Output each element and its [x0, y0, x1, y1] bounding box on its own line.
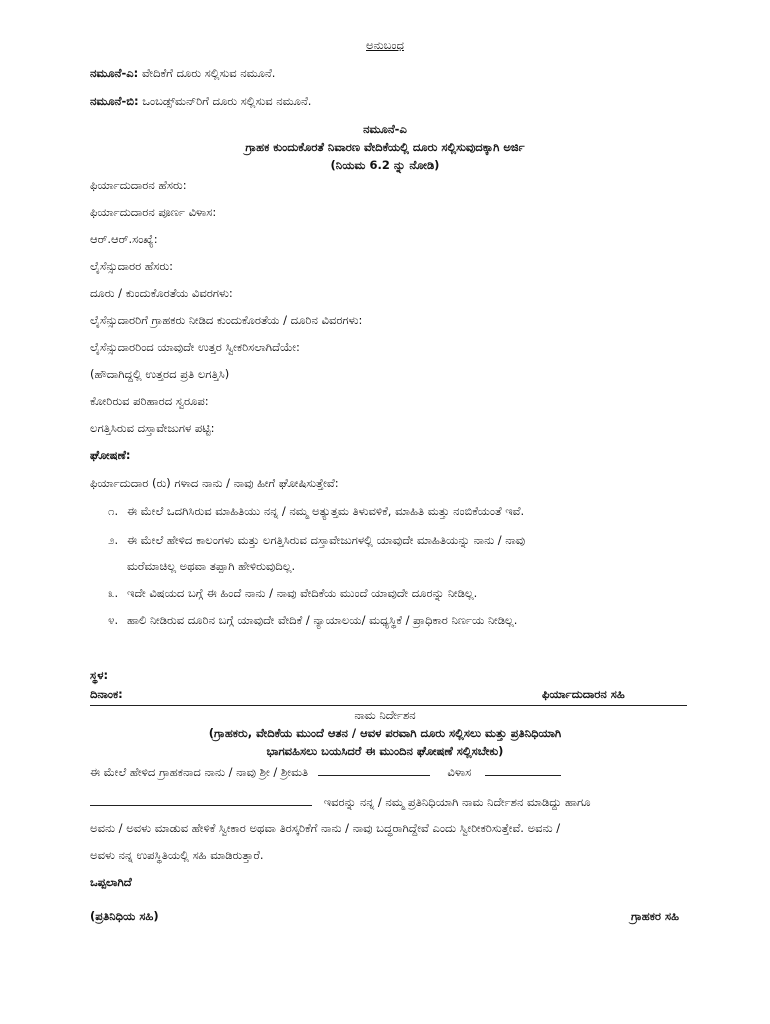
- declaration-item-2-line-1: ಈ ಮೇಲೆ ಹೇಳಿದ ಕಾಲಂಗಳು ಮತ್ತು ಲಗತ್ತಿಸಿರುವ ದಸ್ತಾವೇಜುಗಳಲ್ಲಿ ಯಾವುದೇ ಮಾಹಿತಿಯನ್ನು ನಾನು / ನಾವು: [127, 533, 526, 547]
- nomination-para-line-4: ಅವಳು ನನ್ನ ಉಪಸ್ಥಿತಿಯಲ್ಲಿ ಸಹಿ ಮಾಡಿರುತ್ತಾರೆ.: [90, 848, 264, 862]
- nomination-subtitle-2: ಭಾಗವಹಿಸಲು ಬಯಸಿದರೆ ಈ ಮುಂದಿನ ಘೋಷಣೆ ಸಲ್ಲಿಸಬೇಕು): [266, 744, 504, 758]
- declaration-item-2-line-2: ಮರೆಮಾಚಿಲ್ಲ ಅಥವಾ ತಪ್ಪಾಗಿ ಹೇಳಿರುವುದಿಲ್ಲ.: [127, 559, 296, 573]
- nominee-name-blank[interactable]: [318, 764, 430, 776]
- representative-signature-label: (ಪ್ರತಿನಿಧಿಯ ಸಹಿ): [90, 909, 159, 923]
- declaration-num-4: ೪.: [108, 613, 119, 627]
- declaration-item-4: ಹಾಲಿ ನೀಡಿರುವ ದೂರಿನ ಬಗ್ಗೆ ಯಾವುದೇ ವೇದಿಕೆ / ನ್ಯಾಯಾಲಯ/ ಮಧ್ಯಸ್ಥಿಕೆ / ಪ್ರಾಧಿಕಾರ ನಿರ್ಣಯ ನೀಡಿಲ್ಲ.: [127, 613, 518, 627]
- form-b-line: [90, 94, 311, 109]
- form-b-desc: ಒಂಬಡ್ಸ್‌ಮನ್‌ರಿಗೆ ದೂರು ಸಲ್ಲಿಸುವ ನಮೂನೆ.: [142, 94, 312, 108]
- field-relief-sought: ಕೋರಿರುವ ಪರಿಹಾರದ ಸ್ವರೂಪ:: [90, 394, 209, 408]
- field-documents-list: ಲಗತ್ತಿಸಿರುವ ದಸ್ತಾವೇಜುಗಳ ಪಟ್ಟಿ:: [90, 421, 215, 435]
- form-title: ನಮೂನೆ-ಎ: [363, 122, 407, 136]
- complainant-signature-label: ಫಿರ್ಯಾದುದಾರನ ಸಹಿ: [542, 687, 625, 701]
- form-b-label: ನಮೂನೆ-ಬಿ:: [90, 94, 139, 108]
- declaration-num-2: ೨.: [108, 533, 119, 547]
- declaration-num-1: ೧.: [108, 504, 119, 518]
- nomination-para-line-3: ಅವನು / ಅವಳು ಮಾಡುವ ಹೇಳಿಕೆ ಸ್ವೀಕಾರ ಅಥವಾ ತಿರಸ್ಕರಿಕೆಗೆ ನಾನು / ನಾವು ಬದ್ಧರಾಗಿದ್ದೇವೆ ಎಂದು ಸ್ವೀರೀಕರಿಸುತ್ತೇವೆ. ಅವನು /: [90, 821, 561, 835]
- field-reply-copy-note: (ಹೌದಾಗಿದ್ದಲ್ಲಿ ಉತ್ತರದ ಪ್ರತಿ ಲಗತ್ತಿಸಿ): [90, 367, 230, 381]
- agreed-label: ಒಪ್ಪಲಾಗಿದೆ: [90, 875, 132, 889]
- form-a-desc: ವೇದಿಕೆಗೆ ದೂರು ಸಲ್ಲಿಸುವ ನಮೂನೆ.: [141, 66, 276, 80]
- field-rr-number: ಆರ್.ಆರ್.ಸಂಖ್ಯೆ:: [90, 232, 158, 246]
- field-complainant-name: ಫಿರ್ಯಾದುದಾರನ ಹೆಸರು:: [90, 178, 187, 192]
- field-complaint-details: ದೂರು / ಕುಂದುಕೊರತೆಯ ವಿವರಗಳು:: [90, 286, 233, 300]
- nomination-title: ನಾಮ ನಿರ್ದೇಶನ: [354, 708, 416, 722]
- nomination-subtitle-1: (ಗ್ರಾಹಕರು, ವೇದಿಕೆಯ ಮುಂದೆ ಆತನ / ಆವಳ ಪರವಾಗಿ ದೂರು ಸಲ್ಲಿಸಲು ಮತ್ತು ಪ್ರತಿನಿಧಿಯಾಗಿ: [208, 726, 562, 740]
- declaration-num-3: ೩.: [108, 586, 119, 600]
- declaration-heading: ಘೋಷಣೆ:: [90, 448, 131, 462]
- field-reply-received: ಲೈಸೆನ್ಸುದಾರರಿಂದ ಯಾವುದೇ ಉತ್ತರ ಸ್ವೀಕರಿಸಲಾಗಿದೆಯೇ:: [90, 340, 300, 354]
- declaration-item-1: ಈ ಮೇಲೆ ಒದಗಿಸಿರುವ ಮಾಹಿತಿಯು ನನ್ನ / ನಮ್ಮ ಅತ್ಯುತ್ತಮ ತಿಳುವಳಿಕೆ, ಮಾಹಿತಿ ಮತ್ತು ನಂಬಿಕೆಯಂತೆ ಇವೆ.: [127, 504, 525, 518]
- address-label: ವಿಳಾಸ: [447, 765, 472, 779]
- declaration-item-3: ಇದೇ ವಿಷಯದ ಬಗ್ಗೆ ಈ ಹಿಂದೆ ನಾನು / ನಾವು ವೇದಿಕೆಯ ಮುಂದೆ ಯಾವುದೇ ದೂರನ್ನು ನೀಡಿಲ್ಲ.: [127, 586, 478, 600]
- declaration-intro: ಫಿರ್ಯಾದುದಾರ (ರು) ಗಳಾದ ನಾನು / ನಾವು ಹೀಗೆ ಘೋಷಿಸುತ್ತೇವೆ:: [90, 476, 339, 490]
- field-licensee-name: ಲೈಸೆನ್ಸುದಾರರ ಹೆಸರು:: [90, 259, 174, 273]
- rule-reference: (ನಿಯಮ 6.2 ನ್ನು ನೋಡಿ): [330, 158, 440, 172]
- nominee-address-blank-2[interactable]: [90, 794, 312, 806]
- customer-signature-label: ಗ್ರಾಹಕರ ಸಹಿ: [631, 909, 680, 923]
- nomination-para-line-2: [90, 794, 591, 810]
- field-complainant-address: ಫಿರ್ಯಾದುದಾರನ ಪೂರ್ಣ ವಿಳಾಸ:: [90, 205, 217, 219]
- date-label: ದಿನಾಂಕ:: [90, 687, 123, 701]
- nomination-para-text-2: ಇವರನ್ನು ನನ್ನ / ನಮ್ಮ ಪ್ರತಿನಿಧಿಯಾಗಿ ನಾಮ ನಿರ್ದೇಶನ ಮಾಡಿದ್ದು ಹಾಗೂ: [323, 795, 591, 809]
- form-a-label: ನಮೂನೆ-ಎ:: [90, 66, 139, 80]
- annex-title: ಅನುಬಂಧ: [366, 38, 404, 52]
- section-divider: [90, 705, 687, 706]
- form-a-line: [90, 66, 275, 81]
- nominee-address-blank[interactable]: [485, 764, 561, 776]
- field-grievance-to-licensee: ಲೈಸೆನ್ಸುದಾರರಿಗೆ ಗ್ರಾಹಕರು ನೀಡಿದ ಕುಂದುಕೊರತೆಯ / ದೂರಿನ ವಿವರಗಳು:: [90, 313, 363, 327]
- form-subtitle: ಗ್ರಾಹಕ ಕುಂದುಕೊರತೆ ನಿವಾರಣ ವೇದಿಕೆಯಲ್ಲಿ ದೂರು ಸಲ್ಲಿಸುವುದಕ್ಕಾಗಿ ಅರ್ಜಿ: [245, 140, 525, 154]
- nomination-para-line-1: [90, 764, 561, 780]
- nomination-intro-text: ಈ ಮೇಲೆ ಹೇಳಿದ ಗ್ರಾಹಕನಾದ ನಾನು / ನಾವು ಶ್ರೀ / ಶ್ರೀಮತಿ: [90, 765, 309, 779]
- place-label: ಸ್ಥಳ:: [90, 668, 109, 682]
